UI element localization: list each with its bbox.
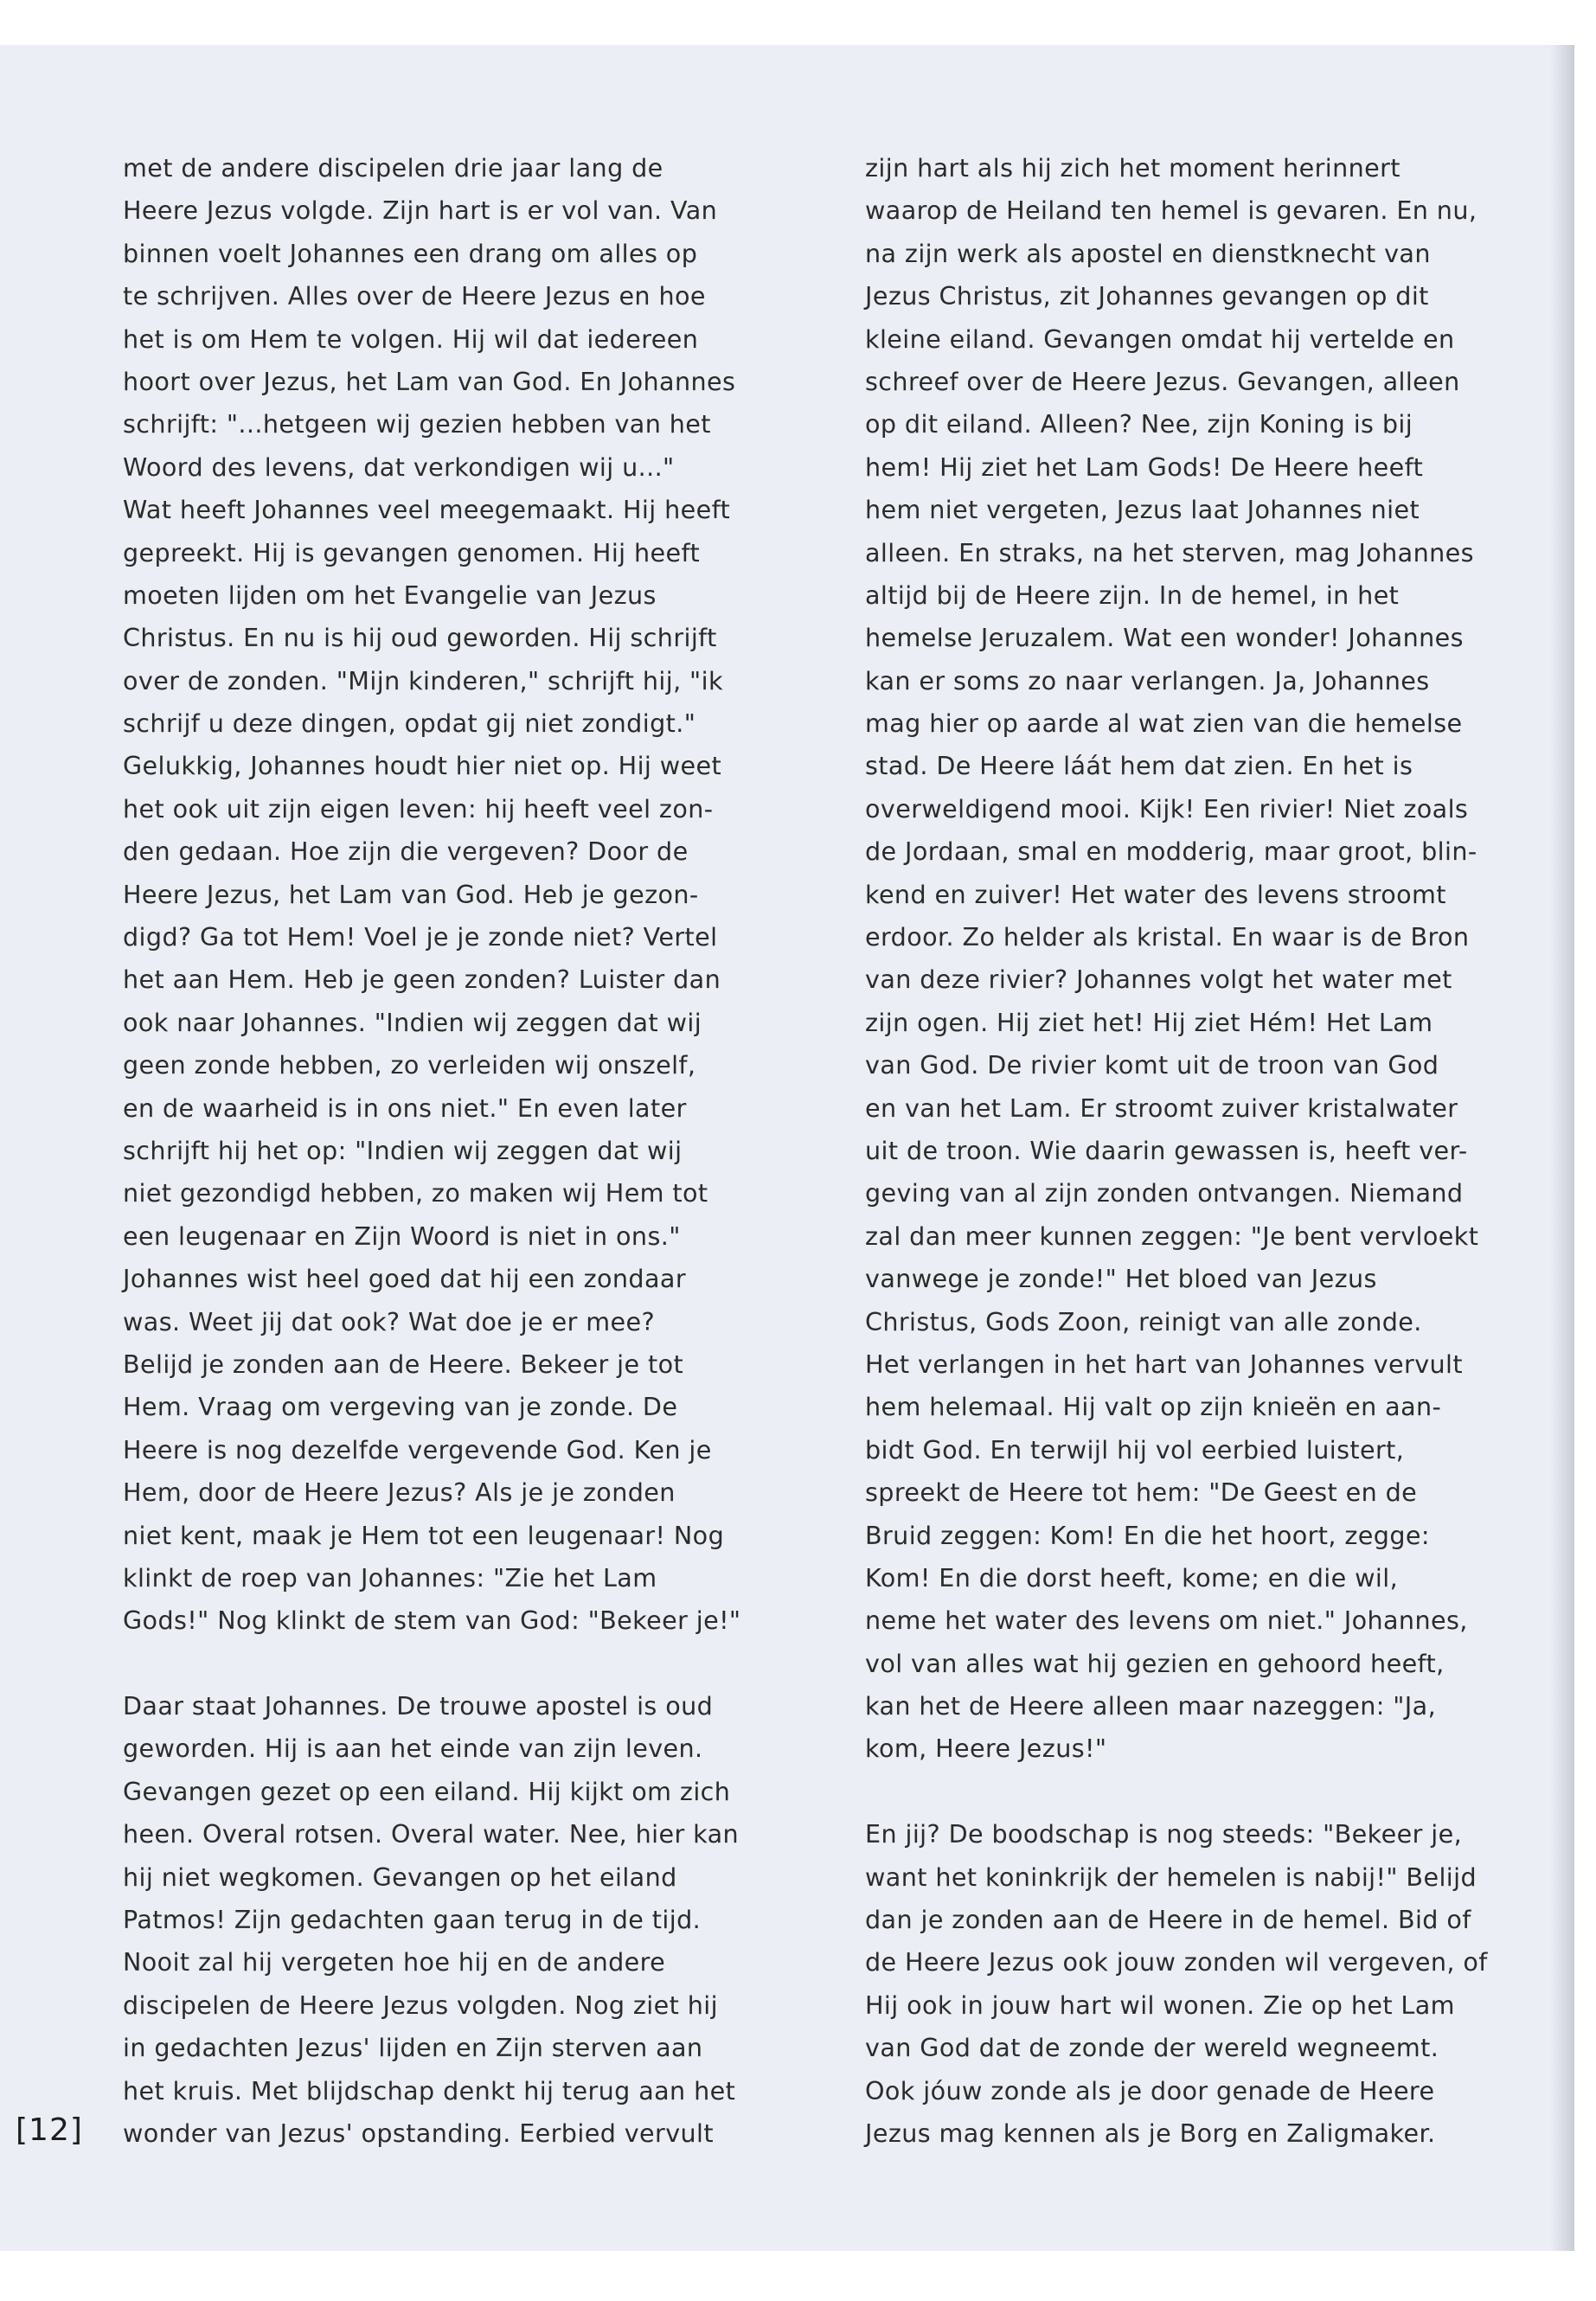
text-line: en van het Lam. Er stroomt zuiver kristalwater: [865, 1093, 1458, 1123]
text-line: Gevangen gezet op een eiland. Hij kijkt om zich: [123, 1776, 731, 1806]
text-line: bidt God. En terwijl hij vol eerbied luistert,: [865, 1434, 1405, 1465]
text-line: Johannes wist heel goed dat hij een zondaar: [123, 1264, 686, 1294]
text-line: Hij ook in jouw hart wil wonen. Zie op het Lam: [865, 1990, 1455, 2020]
text-line: Nooit zal hij vergeten hoe hij en de andere: [123, 1947, 666, 1977]
text-line: met de andere discipelen drie jaar lang de: [123, 153, 663, 183]
text-line: zijn hart als hij zich het moment herinnert: [865, 153, 1401, 183]
text-line: want het koninkrijk der hemelen is nabij!" Belijd: [865, 1862, 1477, 1892]
text-line: op dit eiland. Alleen? Nee, zijn Koning is bij: [865, 409, 1413, 439]
text-line: Jezus mag kennen als je Borg en Zaligmaker.: [865, 2118, 1436, 2148]
text-line: Kom! En die dorst heeft, kome; en die wil,: [865, 1562, 1399, 1593]
text-line: erdoor. Zo helder als kristal. En waar is de Bron: [865, 922, 1470, 952]
text-line: hemelse Jeruzalem. Wat een wonder! Johannes: [865, 623, 1464, 653]
text-line: Het verlangen in het hart van Johannes vervult: [865, 1349, 1463, 1379]
text-line: kleine eiland. Gevangen omdat hij vertelde en: [865, 324, 1455, 354]
text-line: Hem. Vraag om vergeving van je zonde. De: [123, 1392, 678, 1422]
text-line: waarop de Heiland ten hemel is gevaren. En nu,: [865, 195, 1477, 226]
text-line: geving van al zijn zonden ontvangen. Niemand: [865, 1178, 1464, 1208]
text-line: Gelukkig, Johannes houdt hier niet op. Hij weet: [123, 751, 722, 781]
text-line: Patmos! Zijn gedachten gaan terug in de tijd.: [123, 1905, 702, 1935]
page-number: [12]: [16, 2112, 83, 2148]
text-line: uit de troon. Wie daarin gewassen is, heeft ver-: [865, 1135, 1468, 1165]
text-line: heen. Overal rotsen. Overal water. Nee, hier kan: [123, 1819, 740, 1849]
text-line: Heere Jezus volgde. Zijn hart is er vol van. Van: [123, 195, 718, 226]
text-line: zal dan meer kunnen zeggen: "Je bent vervloekt: [865, 1221, 1479, 1251]
text-line: schrijft hij het op: "Indien wij zeggen dat wij: [123, 1135, 683, 1165]
text-line: den gedaan. Hoe zijn die vergeven? Door de: [123, 836, 689, 867]
text-line: schreef over de Heere Jezus. Gevangen, alleen: [865, 366, 1460, 396]
text-line: Heere is nog dezelfde vergevende God. Ken je: [123, 1434, 712, 1465]
text-line: hij niet wegkomen. Gevangen op het eiland: [123, 1862, 677, 1892]
text-line: van God. De rivier komt uit de troon van God: [865, 1050, 1439, 1080]
text-line: stad. De Heere láát hem dat zien. En het is: [865, 751, 1413, 781]
text-line: spreekt de Heere tot hem: "De Geest en de: [865, 1477, 1418, 1508]
text-line: van deze rivier? Johannes volgt het water met: [865, 965, 1452, 995]
text-line: digd? Ga tot Hem! Voel je je zonde niet? Vertel: [123, 922, 718, 952]
text-line: discipelen de Heere Jezus volgden. Nog ziet hij: [123, 1990, 718, 2020]
text-line: neme het water des levens om niet." Johannes,: [865, 1606, 1468, 1636]
text-line: na zijn werk als apostel en dienstknecht van: [865, 238, 1431, 268]
text-line: binnen voelt Johannes een drang om alles op: [123, 238, 698, 268]
text-line: schrijf u deze dingen, opdat gij niet zondigt.": [123, 708, 696, 739]
text-line: over de zonden. "Mijn kinderen," schrijft hij, "ik: [123, 665, 723, 695]
text-line: dan je zonden aan de Heere in de hemel. Bid of: [865, 1905, 1471, 1935]
text-line: geen zonde hebben, zo verleiden wij onszelf,: [123, 1050, 696, 1080]
text-line: kom, Heere Jezus!": [865, 1734, 1107, 1764]
text-line: Ook jóuw zonde als je door genade de Heere: [865, 2075, 1435, 2106]
text-line: was. Weet jij dat ook? Wat doe je er mee?: [123, 1306, 656, 1336]
text-line: vol van alles wat hij gezien en gehoord heeft,: [865, 1648, 1445, 1678]
text-line: ook naar Johannes. "Indien wij zeggen dat wij: [123, 1007, 702, 1037]
left-text-column: [123, 147, 763, 2155]
text-line: het is om Hem te volgen. Hij wil dat iedereen: [123, 324, 699, 354]
text-line: hoort over Jezus, het Lam van God. En Johannes: [123, 366, 736, 396]
text-line: schrijft: "...hetgeen wij gezien hebben van het: [123, 409, 711, 439]
text-line: En jij? De boodschap is nog steeds: "Bekeer je,: [865, 1819, 1463, 1849]
text-line: kan het de Heere alleen maar nazeggen: "Ja,: [865, 1691, 1437, 1721]
text-line: zijn ogen. Hij ziet het! Hij ziet Hém! Het Lam: [865, 1007, 1433, 1037]
text-line: van God dat de zonde der wereld wegneemt.: [865, 2033, 1439, 2063]
text-line: Christus, Gods Zoon, reinigt van alle zonde.: [865, 1306, 1422, 1336]
text-line: het aan Hem. Heb je geen zonden? Luister dan: [123, 965, 721, 995]
text-line: Wat heeft Johannes veel meegemaakt. Hij heeft: [123, 495, 731, 525]
text-line: wonder van Jezus' opstanding. Eerbied vervult: [123, 2118, 714, 2148]
text-line: hem! Hij ziet het Lam Gods! De Heere heeft: [865, 452, 1424, 482]
text-line: Christus. En nu is hij oud geworden. Hij schrijft: [123, 623, 717, 653]
text-line: een leugenaar en Zijn Woord is niet in ons.": [123, 1221, 681, 1251]
text-line: in gedachten Jezus' lijden en Zijn sterven aan: [123, 2033, 703, 2063]
text-line: alleen. En straks, na het sterven, mag Johannes: [865, 537, 1474, 567]
text-line: Gods!" Nog klinkt de stem van God: "Bekeer je!": [123, 1606, 741, 1636]
right-text-column: [865, 147, 1505, 2155]
text-line: Bruid zeggen: Kom! En die het hoort, zegge:: [865, 1520, 1430, 1550]
text-line: Belijd je zonden aan de Heere. Bekeer je tot: [123, 1349, 684, 1379]
text-line: Jezus Christus, zit Johannes gevangen op dit: [865, 281, 1429, 311]
text-line: hem niet vergeten, Jezus laat Johannes niet: [865, 495, 1420, 525]
text-line: vanwege je zonde!" Het bloed van Jezus: [865, 1264, 1377, 1294]
text-line: de Heere Jezus ook jouw zonden wil vergeven, of: [865, 1947, 1488, 1977]
text-line: Hem, door de Heere Jezus? Als je je zonden: [123, 1477, 676, 1508]
text-line: Woord des levens, dat verkondigen wij u...": [123, 452, 675, 482]
text-line: Heere Jezus, het Lam van God. Heb je gezon-: [123, 879, 699, 909]
page-edge-shadow: [1550, 45, 1574, 2251]
text-line: te schrijven. Alles over de Heere Jezus en hoe: [123, 281, 706, 311]
book-page: [0, 45, 1574, 2251]
text-line: en de waarheid is in ons niet." En even later: [123, 1093, 687, 1123]
text-line: mag hier op aarde al wat zien van die hemelse: [865, 708, 1463, 739]
text-line: klinkt de roep van Johannes: "Zie het Lam: [123, 1562, 657, 1593]
text-line: Daar staat Johannes. De trouwe apostel is oud: [123, 1691, 714, 1721]
text-line: gepreekt. Hij is gevangen genomen. Hij heeft: [123, 537, 701, 567]
text-line: het ook uit zijn eigen leven: hij heeft veel zon-: [123, 793, 714, 824]
text-line: overweldigend mooi. Kijk! Een rivier! Niet zoals: [865, 793, 1469, 824]
text-line: de Jordaan, smal en modderig, maar groot, blin-: [865, 836, 1477, 867]
text-line: kend en zuiver! Het water des levens stroomt: [865, 879, 1446, 909]
text-line: hem helemaal. Hij valt op zijn knieën en aan-: [865, 1392, 1442, 1422]
text-line: het kruis. Met blijdschap denkt hij terug aan het: [123, 2075, 736, 2106]
text-line: kan er soms zo naar verlangen. Ja, Johannes: [865, 665, 1430, 695]
text-line: niet kent, maak je Hem tot een leugenaar! Nog: [123, 1520, 725, 1550]
text-line: moeten lijden om het Evangelie van Jezus: [123, 580, 657, 610]
text-line: altijd bij de Heere zijn. In de hemel, in het: [865, 580, 1400, 610]
text-line: geworden. Hij is aan het einde van zijn leven.: [123, 1734, 703, 1764]
text-line: niet gezondigd hebben, zo maken wij Hem tot: [123, 1178, 708, 1208]
